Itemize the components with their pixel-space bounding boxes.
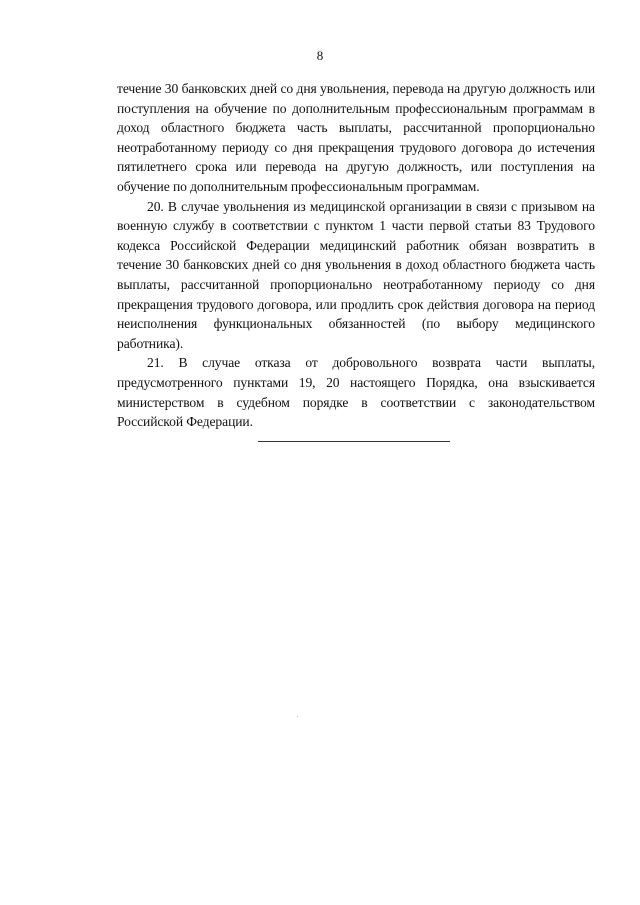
paragraph-item-20: 20. В случае увольнения из медицинской организации в связи с призывом на военную службу в соответствии с пунктом 1 части первой статьи 83 Трудового кодекса Российской Федерации медицинский работник обязан возвратить в течение 30 банковских дней со дня увольнения в доход областного бюджета часть выплаты, рассчитанной пропорционально неотработанному периоду со дня прекращения трудового договора, или продлить срок действия договора на период неисполнения функциональных обязанностей (по выбору медицинского работника). <box>117 198 595 351</box>
paragraph-item-21: 21. В случае отказа от добровольного возврата части выплаты, предусмотренного пунктами 19, 20 настоящего Порядка, она взыскивается министерством в судебном порядке в соответствии с законодательством Российской Федерации. <box>117 355 595 430</box>
scan-speck <box>297 716 298 717</box>
document-body <box>117 79 595 432</box>
paragraph-continuation: течение 30 банковских дней со дня увольнения, перевода на другую должность или поступления на обучение по дополнительным профессиональным программам в доход областного бюджета часть выплаты, рассчитанной пропорционально неотработанному периоду со дня прекращения трудового договора до истечения пятилетнего срока или перевода на другую должность, или поступления на обучение по дополнительным профессиональным программам. <box>117 81 595 194</box>
end-of-text-divider <box>258 441 450 442</box>
page-number: 8 <box>316 48 324 63</box>
